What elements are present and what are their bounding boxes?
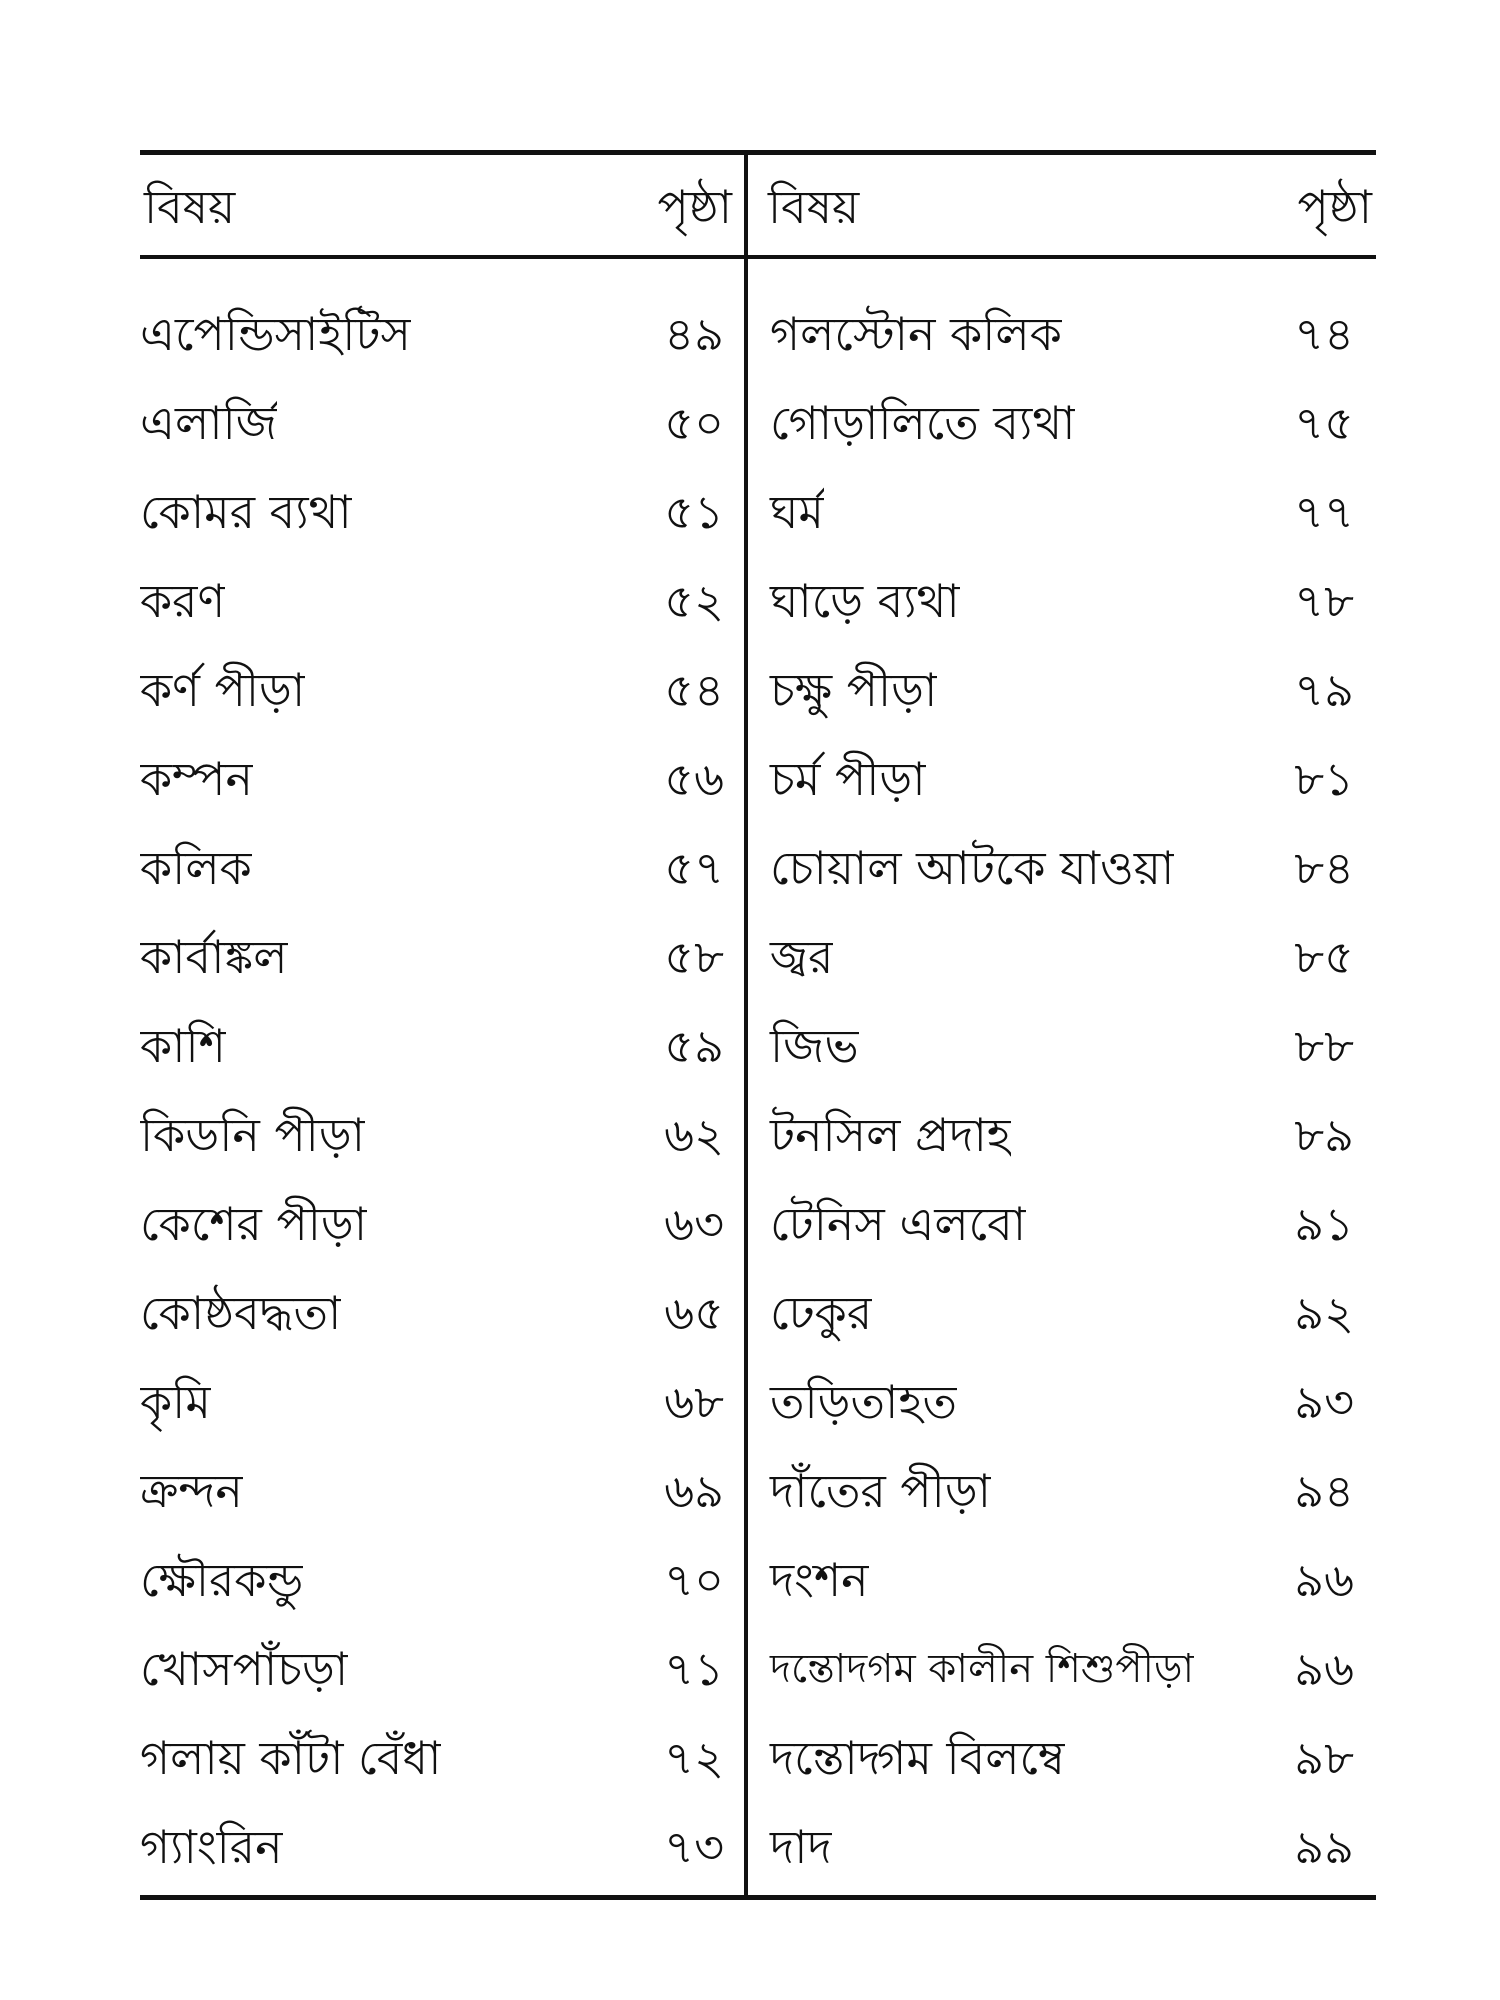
entry-page: ৭৪ xyxy=(1294,307,1354,361)
entry-topic: ক্রন্দন xyxy=(140,1464,243,1518)
entry-topic: খোসপাঁচড়া xyxy=(140,1642,349,1696)
entry-topic: ঢেকুর xyxy=(770,1286,873,1340)
entry-topic: কম্পন xyxy=(140,752,253,806)
left-page-header: পৃষ্ঠা xyxy=(657,180,732,234)
index-row xyxy=(748,557,1376,646)
index-row xyxy=(140,468,744,557)
entry-page: ৯২ xyxy=(1294,1286,1354,1340)
index-row xyxy=(748,1358,1376,1447)
entry-topic: দাঁতের পীড়া xyxy=(770,1464,991,1518)
entry-page: ৯৩ xyxy=(1294,1375,1354,1429)
index-row xyxy=(748,1180,1376,1269)
entry-page: ৭০ xyxy=(664,1553,724,1607)
entry-page: ৫২ xyxy=(664,574,724,628)
entry-topic: করণ xyxy=(140,574,226,628)
entry-topic: এলার্জি xyxy=(140,396,277,450)
entry-topic: ঘর্ম xyxy=(770,485,824,539)
index-row xyxy=(140,379,744,468)
right-topic-header: বিষয় xyxy=(768,180,860,234)
entry-topic: কর্ণ পীড়া xyxy=(140,663,306,717)
index-table xyxy=(140,150,1376,1910)
index-row xyxy=(748,735,1376,824)
entry-topic: দাদ xyxy=(770,1820,832,1874)
entry-topic: টেনিস এলবো xyxy=(770,1197,1027,1251)
entry-page: ৭৩ xyxy=(664,1820,724,1874)
index-row xyxy=(140,735,744,824)
index-row xyxy=(140,1358,744,1447)
entry-topic: গ্যাংরিন xyxy=(140,1820,283,1874)
entry-page: ৫৯ xyxy=(664,1019,724,1073)
entry-topic: টনসিল প্রদাহ xyxy=(770,1108,1011,1162)
index-row xyxy=(748,1091,1376,1180)
entry-topic: কোমর ব্যথা xyxy=(140,485,352,539)
left-column xyxy=(140,150,744,1900)
entry-page: ৫৮ xyxy=(664,930,724,984)
entry-page: ৭১ xyxy=(664,1642,724,1696)
entry-page: ৫৬ xyxy=(664,752,724,806)
index-row xyxy=(140,1002,744,1091)
index-row xyxy=(748,290,1376,379)
index-row xyxy=(748,1269,1376,1358)
index-row xyxy=(140,824,744,913)
entry-page: ৯১ xyxy=(1294,1197,1354,1251)
entry-topic: চোয়াল আটকে যাওয়া xyxy=(770,841,1175,895)
right-entries xyxy=(748,290,1376,1892)
entry-page: ৯৯ xyxy=(1294,1820,1354,1874)
index-row xyxy=(140,1536,744,1625)
entry-page: ৭৮ xyxy=(1294,574,1354,628)
index-row xyxy=(748,379,1376,468)
entry-page: ৮৫ xyxy=(1294,930,1354,984)
entry-topic: গলায় কাঁটা বেঁধা xyxy=(140,1731,442,1785)
left-topic-header: বিষয় xyxy=(144,180,236,234)
entry-page: ৮১ xyxy=(1294,752,1354,806)
entry-page: ৯৮ xyxy=(1294,1731,1354,1785)
entry-topic: গোড়ালিতে ব্যথা xyxy=(770,396,1076,450)
index-row xyxy=(748,1714,1376,1803)
entry-topic: জ্বর xyxy=(770,930,834,984)
index-row xyxy=(748,1002,1376,1091)
right-header-row xyxy=(748,172,1376,242)
entry-topic: কেশের পীড়া xyxy=(140,1197,368,1251)
right-column xyxy=(748,150,1376,1900)
index-row xyxy=(140,1091,744,1180)
entry-page: ৬২ xyxy=(664,1108,724,1162)
left-entries xyxy=(140,290,744,1892)
left-header-row xyxy=(140,172,744,242)
entry-topic: কার্বাঙ্কল xyxy=(140,930,288,984)
index-row xyxy=(748,1447,1376,1536)
entry-topic: তড়িতাহত xyxy=(770,1375,958,1429)
index-row xyxy=(748,1536,1376,1625)
entry-page: ৭৭ xyxy=(1294,485,1354,539)
entry-topic: ক্ষৌরকন্ডু xyxy=(140,1553,304,1607)
entry-page: ৫৪ xyxy=(664,663,724,717)
entry-page: ৫৭ xyxy=(664,841,724,895)
entry-page: ৭৯ xyxy=(1294,663,1354,717)
entry-topic: এপেন্ডিসাইটিস xyxy=(140,307,411,361)
index-row xyxy=(140,290,744,379)
index-row xyxy=(748,913,1376,1002)
index-row xyxy=(748,824,1376,913)
entry-topic: দন্তোদ্গম বিলম্বে xyxy=(770,1731,1066,1785)
entry-topic: গলস্টোন কলিক xyxy=(770,307,1062,361)
entry-topic: দন্তোদগম কালীন শিশুপীড়া xyxy=(770,1646,1195,1692)
entry-page: ৯৬ xyxy=(1294,1642,1354,1696)
index-row xyxy=(140,1803,744,1892)
index-row xyxy=(140,1180,744,1269)
entry-topic: চক্ষু পীড়া xyxy=(770,663,938,717)
index-row xyxy=(748,1625,1376,1714)
entry-topic: কাশি xyxy=(140,1019,226,1073)
entry-page: ৭৫ xyxy=(1294,396,1354,450)
entry-page: ৬৮ xyxy=(664,1375,724,1429)
entry-page: ৮৪ xyxy=(1294,841,1354,895)
entry-topic: কৃমি xyxy=(140,1375,211,1429)
entry-page: ৪৯ xyxy=(664,307,724,361)
index-row xyxy=(748,1803,1376,1892)
entry-page: ৫০ xyxy=(664,396,724,450)
index-row xyxy=(748,468,1376,557)
entry-page: ৯৪ xyxy=(1294,1464,1354,1518)
index-row xyxy=(140,1714,744,1803)
index-row xyxy=(140,1625,744,1714)
entry-page: ৬৩ xyxy=(664,1197,724,1251)
entry-topic: জিভ xyxy=(770,1019,859,1073)
entry-page: ৯৬ xyxy=(1294,1553,1354,1607)
index-row xyxy=(140,1269,744,1358)
entry-topic: ঘাড়ে ব্যথা xyxy=(770,574,960,628)
entry-page: ৬৫ xyxy=(664,1286,724,1340)
entry-page: ৮৯ xyxy=(1294,1108,1354,1162)
entry-page: ৫১ xyxy=(664,485,724,539)
index-row xyxy=(140,646,744,735)
index-row xyxy=(748,646,1376,735)
entry-topic: কলিক xyxy=(140,841,252,895)
entry-page: ৭২ xyxy=(664,1731,724,1785)
index-row xyxy=(140,1447,744,1536)
entry-page: ৬৯ xyxy=(664,1464,724,1518)
entry-topic: কোষ্ঠবদ্ধতা xyxy=(140,1286,342,1340)
index-row xyxy=(140,913,744,1002)
entry-topic: দংশন xyxy=(770,1553,869,1607)
index-row xyxy=(140,557,744,646)
entry-topic: কিডনি পীড়া xyxy=(140,1108,366,1162)
entry-page: ৮৮ xyxy=(1294,1019,1354,1073)
right-page-header: পৃষ্ঠা xyxy=(1297,180,1372,234)
entry-topic: চর্ম পীড়া xyxy=(770,752,926,806)
